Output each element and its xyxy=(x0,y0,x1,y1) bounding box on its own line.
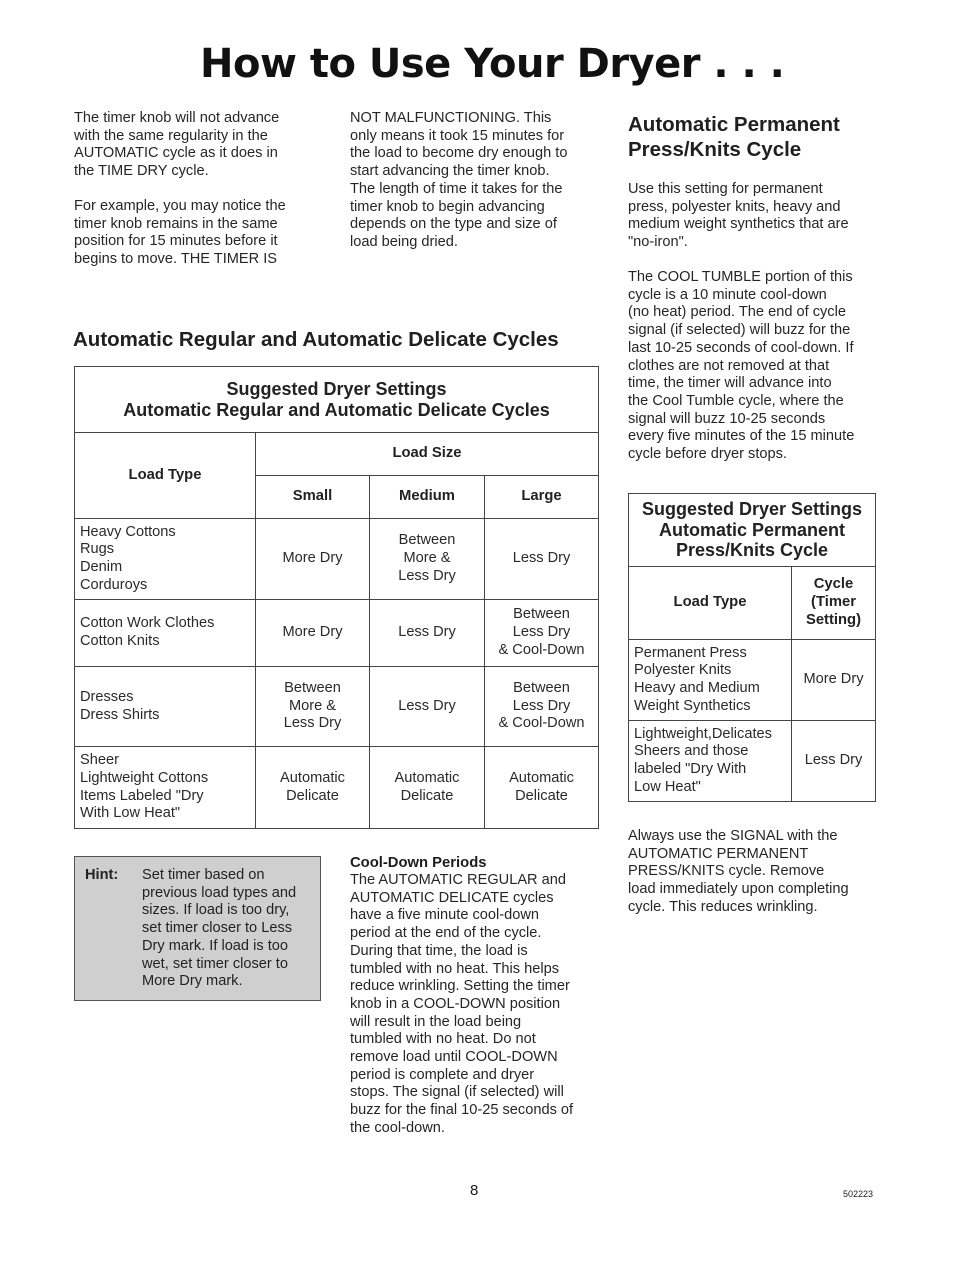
text-line: Automatic xyxy=(394,769,460,786)
text-line: Less Dry xyxy=(512,624,571,641)
text-line: More Dry xyxy=(282,550,343,567)
text-line: The timer knob will not advance xyxy=(74,110,280,126)
regular-table-caption xyxy=(75,367,599,433)
text-line: Automatic Permanent xyxy=(658,519,846,540)
permanent-para2 xyxy=(628,269,878,464)
cooldown-text xyxy=(350,872,600,1138)
cycle-timer-header xyxy=(792,567,876,640)
text-line: Weight Synthetics xyxy=(634,697,751,714)
table-row xyxy=(75,519,599,600)
setting-cell xyxy=(370,667,485,747)
page-number: 8 xyxy=(470,1182,479,1199)
load-type-cell xyxy=(75,747,256,829)
text-line: Sheer xyxy=(80,752,119,769)
text-line: Cotton Knits xyxy=(80,633,160,649)
text-line: press, polyester knits, heavy and xyxy=(628,198,841,215)
text-line: the TIME DRY cycle. xyxy=(74,163,209,180)
col1-para1 xyxy=(74,110,324,181)
text-line: Between xyxy=(513,679,570,696)
text-line: the cool-down. xyxy=(350,1119,445,1136)
text-line: period is complete and dryer xyxy=(350,1066,535,1083)
setting-cell xyxy=(256,667,370,747)
text-line: load being dried. xyxy=(350,233,458,250)
text-line: every five minutes of the 15 minute xyxy=(628,428,855,445)
hint-label: Hint: xyxy=(85,867,119,883)
text-line: AUTOMATIC PERMANENT xyxy=(628,845,809,862)
text-line: Cycle xyxy=(813,576,854,593)
text-line: start advancing the timer knob. xyxy=(350,163,550,180)
text-line: Cotton Work Clothes xyxy=(80,615,215,632)
text-line: will result in the load being xyxy=(350,1013,522,1030)
text-line: Automatic Regular and Automatic Delicate Cycles xyxy=(123,399,550,420)
text-line: AUTOMATIC cycle as it does in xyxy=(74,145,278,162)
setting-cell xyxy=(485,667,599,747)
permanent-table-caption xyxy=(629,494,876,567)
setting-cell xyxy=(792,721,876,802)
text-line: Heavy Cottons xyxy=(80,523,176,540)
table-row xyxy=(75,667,599,747)
text-line: time, the timer will advance into xyxy=(628,375,832,392)
permanent-press-heading xyxy=(628,112,840,162)
text-line: depends on the type and size of xyxy=(350,216,557,233)
text-line: More Dry xyxy=(282,624,343,641)
load-type-header: Load Type xyxy=(629,567,792,640)
text-line: cycle. This reduces wrinkling. xyxy=(628,898,818,915)
text-line: More & xyxy=(288,697,337,714)
text-line: NOT MALFUNCTIONING. This xyxy=(350,110,552,126)
text-line: Setting) xyxy=(805,611,862,628)
text-line: Between xyxy=(398,532,456,549)
col1-para2 xyxy=(74,198,324,269)
setting-cell xyxy=(256,600,370,667)
text-line: last 10-25 seconds of cool-down. If xyxy=(628,339,854,356)
text-line: medium weight synthetics that are xyxy=(628,216,849,233)
load-type-cell xyxy=(75,519,256,600)
setting-cell xyxy=(485,747,599,829)
text-line: Corduroys xyxy=(80,576,148,593)
text-line: Between xyxy=(284,679,341,696)
text-line: Automatic xyxy=(280,769,345,786)
text-line: Lightweight,Delicates xyxy=(634,725,772,742)
text-line: Delicate xyxy=(286,787,339,804)
table-row xyxy=(75,600,599,667)
text-line: cycle before dryer stops. xyxy=(628,446,787,463)
page-title: How to Use Your Dryer . . . xyxy=(200,41,785,87)
text-line: begins to move. THE TIMER IS xyxy=(74,251,278,268)
text-line: Denim xyxy=(80,559,123,575)
text-line: sizes. If load is too dry, xyxy=(142,902,290,919)
text-line: the load to become dry enough to xyxy=(350,145,568,162)
setting-cell xyxy=(370,747,485,829)
permanent-para3 xyxy=(628,828,878,917)
text-line: signal will buzz 10-25 seconds xyxy=(628,410,826,427)
text-line: Press/Knits Cycle xyxy=(628,138,802,161)
text-line: More & xyxy=(403,550,451,567)
setting-cell xyxy=(256,747,370,829)
text-line: For example, you may notice the xyxy=(74,198,286,214)
document-code: 502223 xyxy=(843,1189,874,1199)
setting-cell xyxy=(370,519,485,600)
setting-cell xyxy=(792,640,876,721)
size-header-small: Small xyxy=(256,476,370,519)
text-line: & Cool-Down xyxy=(498,715,585,732)
text-line: Suggested Dryer Settings xyxy=(641,499,863,520)
text-line: buzz for the final 10-25 seconds of xyxy=(350,1102,574,1119)
table-row xyxy=(629,640,876,721)
text-line: Suggested Dryer Settings xyxy=(226,379,447,399)
text-line: have a five minute cool-down xyxy=(350,907,540,924)
text-line: with the same regularity in the xyxy=(74,127,268,144)
text-line: Sheers and those xyxy=(634,743,749,760)
text-line: Press/Knits Cycle xyxy=(675,540,829,561)
text-line: reduce wrinkling. Setting the timer xyxy=(350,978,570,995)
text-line: wet, set timer closer to xyxy=(142,955,288,972)
load-type-cell xyxy=(75,600,256,667)
text-line: More Dry xyxy=(803,671,864,688)
hint-box xyxy=(74,856,321,1001)
text-line: With Low Heat" xyxy=(80,805,181,822)
setting-cell xyxy=(256,519,370,600)
text-line: tumbled with no heat. Do not xyxy=(350,1031,536,1048)
text-line: Delicate xyxy=(400,787,454,804)
text-line: Heavy and Medium xyxy=(634,680,760,696)
text-line: Automatic Permanent xyxy=(628,113,840,136)
text-line: Items Labeled "Dry xyxy=(80,787,204,804)
permanent-para1 xyxy=(628,181,878,252)
text-line: labeled "Dry With xyxy=(634,761,747,777)
load-type-header: Load Type xyxy=(75,433,256,519)
text-line: Use this setting for permanent xyxy=(628,181,823,197)
text-line: Less Dry xyxy=(398,567,456,584)
text-line: period at the end of the cycle. xyxy=(350,925,542,942)
text-line: Polyester Knits xyxy=(634,662,732,679)
permanent-press-table xyxy=(628,493,876,802)
text-line: "no-iron". xyxy=(628,234,688,251)
text-line: Less Dry xyxy=(398,624,456,641)
text-line: Less Dry xyxy=(804,752,863,769)
size-header-medium: Medium xyxy=(370,476,485,519)
text-line: Less Dry xyxy=(512,697,571,714)
regular-cycles-heading: Automatic Regular and Automatic Delicate Cycles xyxy=(73,328,559,351)
text-line: AUTOMATIC DELICATE cycles xyxy=(350,889,554,906)
text-line: (no heat) period. The end of cycle xyxy=(628,304,846,321)
hint-text xyxy=(142,867,296,991)
setting-cell xyxy=(485,519,599,600)
size-header-large: Large xyxy=(485,476,599,519)
text-line: The COOL TUMBLE portion of this xyxy=(628,269,853,285)
text-line: remove load until COOL-DOWN xyxy=(350,1049,558,1066)
text-line: Less Dry xyxy=(398,697,456,714)
regular-cycles-table xyxy=(74,366,599,829)
text-line: Dresses xyxy=(80,688,134,705)
text-line: PRESS/KNITS cycle. Remove xyxy=(628,863,825,880)
text-line: Dry mark. If load is too xyxy=(142,937,288,954)
text-line: More Dry mark. xyxy=(142,973,243,990)
text-line: (Timer xyxy=(811,594,856,611)
text-line: Dress Shirts xyxy=(80,706,160,723)
text-line: The length of time it takes for the xyxy=(350,180,563,197)
text-line: timer knob to begin advancing xyxy=(350,198,545,215)
setting-cell xyxy=(485,600,599,667)
text-line: knob in a COOL-DOWN position xyxy=(350,995,561,1012)
text-line: During that time, the load is xyxy=(350,942,528,959)
text-line: Automatic xyxy=(509,769,574,786)
table-row xyxy=(75,747,599,829)
text-line: Always use the SIGNAL with the xyxy=(628,828,838,844)
text-line: The AUTOMATIC REGULAR and xyxy=(350,872,566,888)
text-line: Rugs xyxy=(80,541,115,558)
text-line: signal (if selected) will buzz for the xyxy=(628,322,851,339)
text-line: Between xyxy=(513,606,570,623)
text-line: only means it took 15 minutes for xyxy=(350,127,565,144)
text-line: the Cool Tumble cycle, where the xyxy=(628,392,844,409)
text-line: position for 15 minutes before it xyxy=(74,233,278,250)
text-line: Set timer based on xyxy=(142,867,265,883)
load-type-cell xyxy=(75,667,256,747)
setting-cell xyxy=(370,600,485,667)
text-line: Low Heat" xyxy=(634,778,701,795)
load-type-cell xyxy=(629,640,792,721)
text-line: timer knob remains in the same xyxy=(74,215,278,232)
text-line: Permanent Press xyxy=(634,644,747,661)
load-type-cell xyxy=(629,721,792,802)
text-line: & Cool-Down xyxy=(498,641,585,658)
text-line: Lightweight Cottons xyxy=(80,769,209,786)
text-line: Less Dry xyxy=(283,715,342,732)
col2-para1 xyxy=(350,110,600,252)
text-line: previous load types and xyxy=(142,884,297,901)
text-line: tumbled with no heat. This helps xyxy=(350,960,560,977)
text-line: stops. The signal (if selected) will xyxy=(350,1084,564,1101)
load-size-header: Load Size xyxy=(256,433,599,476)
text-line: load immediately upon completing xyxy=(628,881,849,898)
text-line: Delicate xyxy=(515,787,568,804)
text-line: Less Dry xyxy=(512,550,571,567)
text-line: clothes are not removed at that xyxy=(628,357,830,374)
cooldown-heading: Cool-Down Periods xyxy=(350,855,487,871)
text-line: set timer closer to Less xyxy=(142,920,293,937)
table-row xyxy=(629,721,876,802)
text-line: cycle is a 10 minute cool-down xyxy=(628,286,827,303)
